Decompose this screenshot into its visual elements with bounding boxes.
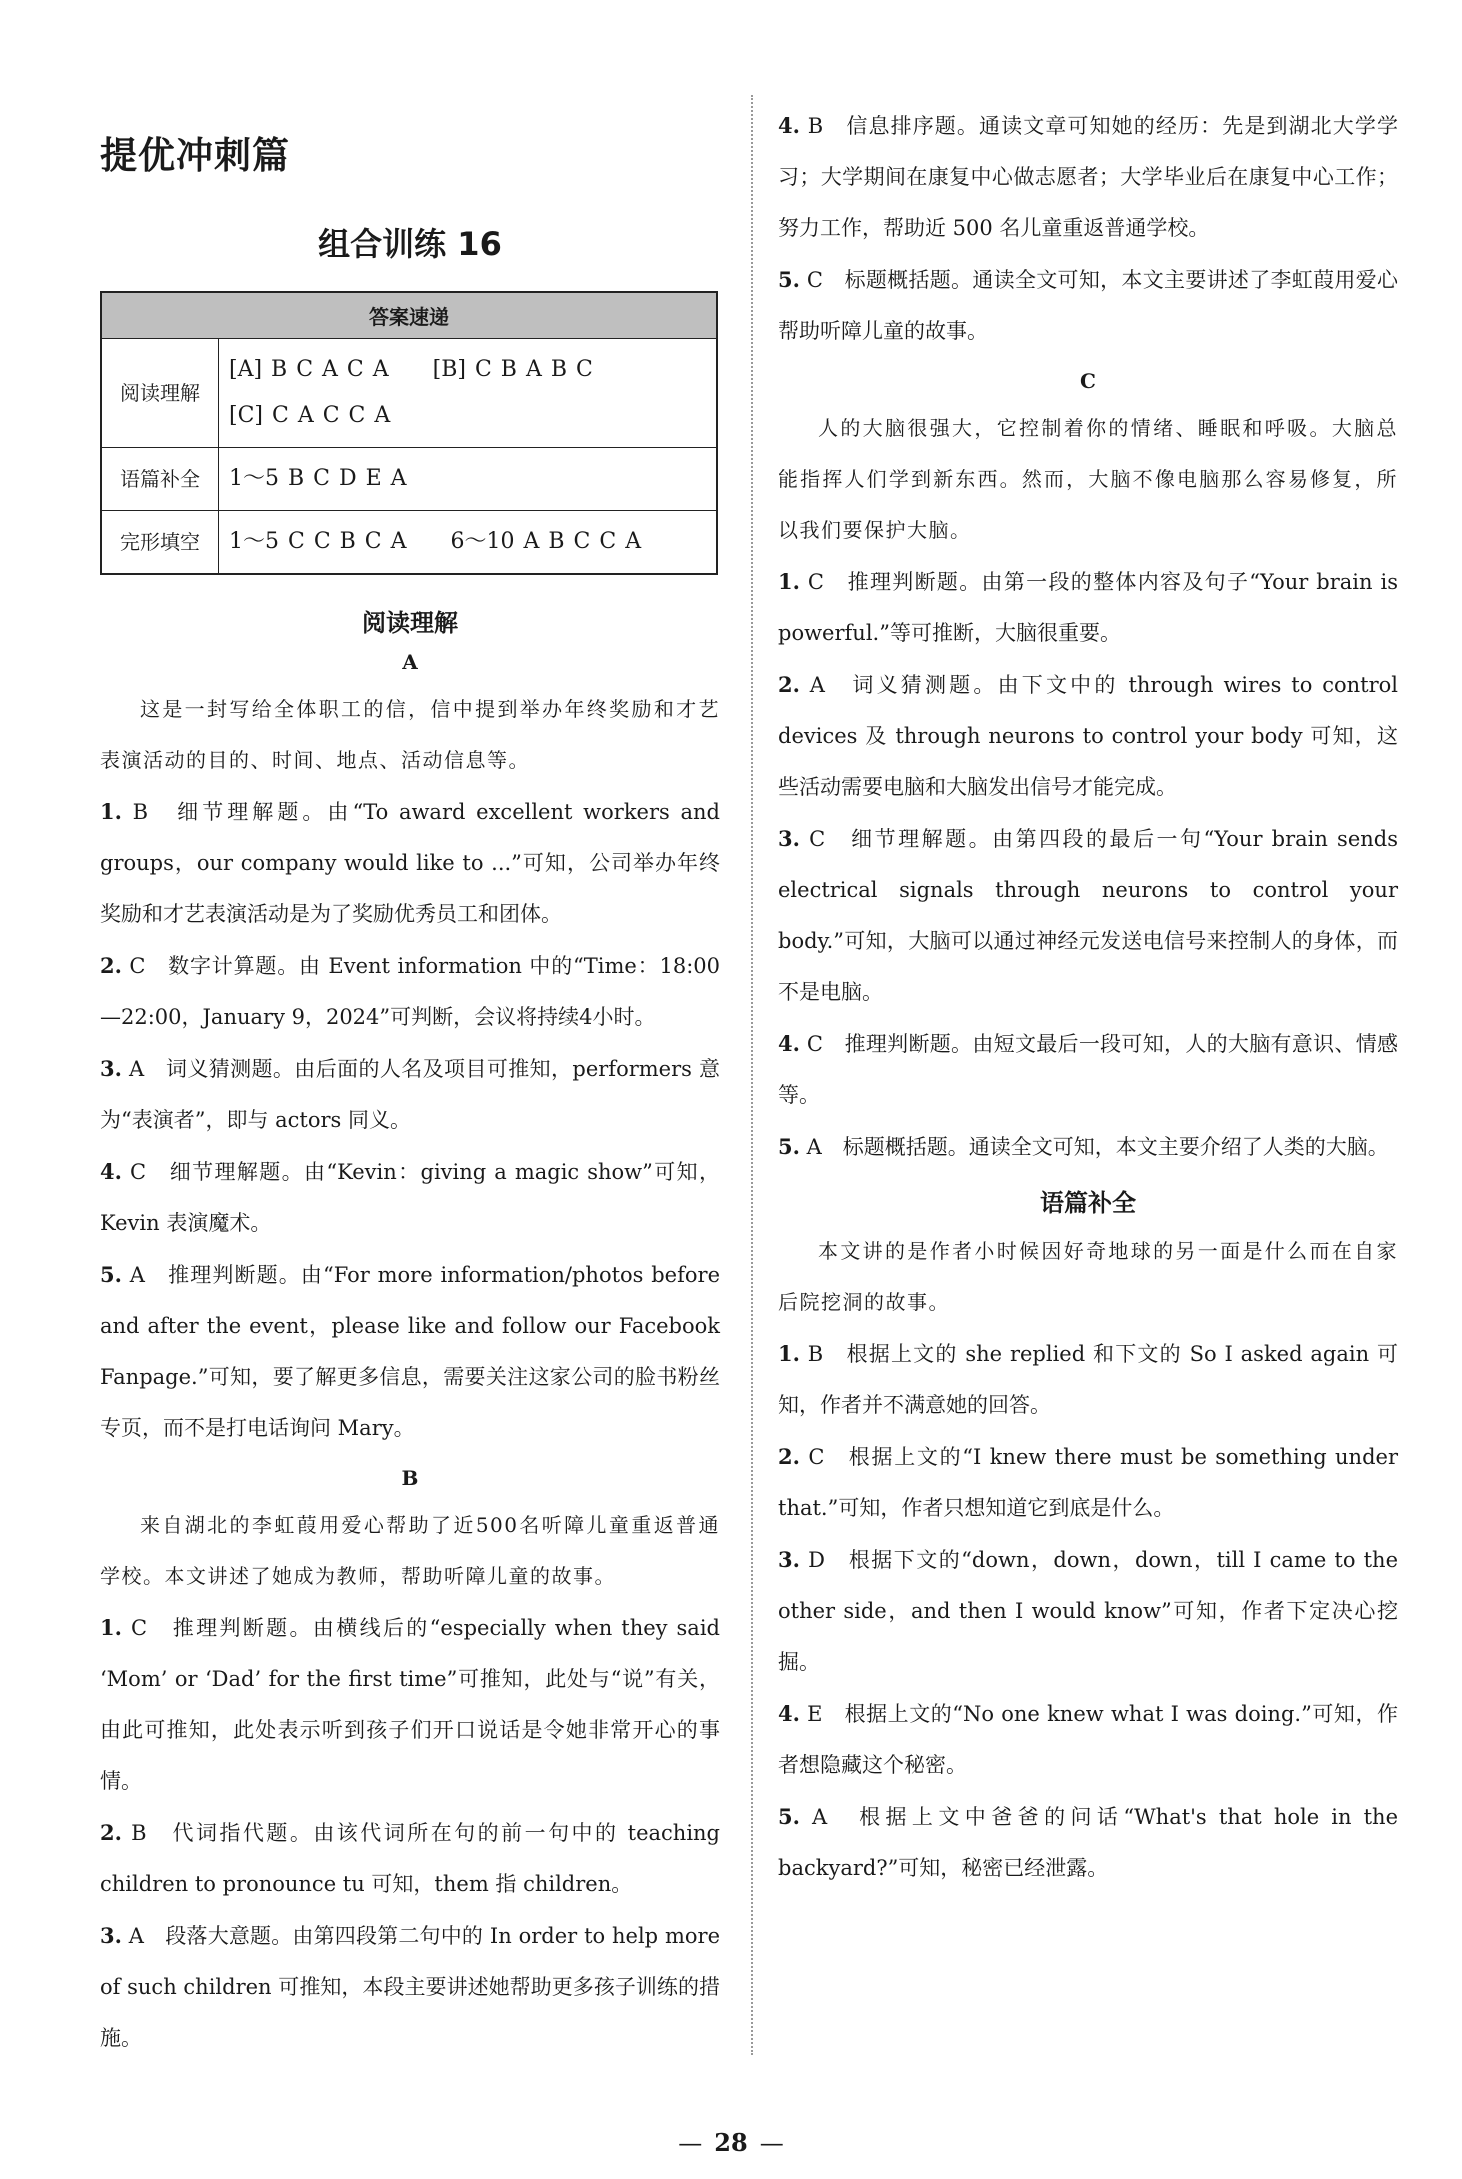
- cloze-item-4: [778, 1688, 1398, 1791]
- answer-row-value: [219, 448, 718, 511]
- item-text: B 代词指代题。由该代词所在句的前一句中的 teaching children to pronounce tu 可知，them 指 children。: [100, 1821, 720, 1896]
- right-column: [778, 100, 1398, 1894]
- page-number: [0, 2128, 1462, 2157]
- item-text: B 根据上文的 she replied 和下文的 So I asked again 可知，作者并不满意她的回答。: [778, 1342, 1398, 1417]
- answer-row-cloze: [101, 511, 717, 575]
- column-divider: [751, 95, 753, 2055]
- page-number-value: 28: [714, 2128, 748, 2157]
- passage-b-item-3: [100, 1910, 720, 2064]
- answer-line: 1～5 B C D E A: [229, 466, 407, 491]
- passage-c-intro: 人的大脑很强大，它控制着你的情绪、睡眠和呼吸。大脑总能指挥人们学到新东西。然而，大脑不像电脑那么容易修复，所以我们要保护大脑。: [778, 416, 1398, 542]
- item-text: A 词义猜测题。由后面的人名及项目可推知，performers 意为“表演者”，即与 actors 同义。: [100, 1057, 720, 1132]
- passage-b-intro: 来自湖北的李虹葭用爱心帮助了近500名听障儿童重返普通学校。本文讲述了她成为教师，帮助听障儿童的故事。: [100, 1513, 720, 1588]
- item-text: A 推理判断题。由“For more information/photos before and after the event，please like and follow our Facebook Fanpage.”可知，要了解更多信息，需要关注这家公司的脸书粉丝专页，而不是打电话询问 Mary。: [100, 1263, 720, 1440]
- cloze-item-2: [778, 1431, 1398, 1534]
- answer-row-passage: [101, 448, 717, 511]
- item-text: C 推理判断题。由第一段的整体内容及句子“Your brain is powerful.”等可推断，大脑很重要。: [778, 570, 1398, 645]
- cloze-intro: 本文讲的是作者小时候因好奇地球的另一面是什么而在自家后院挖洞的故事。: [778, 1239, 1398, 1314]
- cloze-item-3: [778, 1534, 1398, 1688]
- answer-line: [C] C A C C A: [229, 403, 391, 428]
- passage-a-item-1: [100, 786, 720, 940]
- answer-line: [A] B C A C A [B] C B A B C: [229, 357, 593, 382]
- passage-c-item-5: [778, 1121, 1398, 1173]
- answer-line: 1～5 C C B C A 6～10 A B C C A: [229, 529, 642, 554]
- passage-c-item-1: [778, 556, 1398, 659]
- passage-letter-a: A: [402, 650, 418, 674]
- answer-row-label: 阅读理解: [101, 339, 219, 448]
- left-column: [100, 95, 720, 2064]
- passage-a-item-4: [100, 1146, 720, 1249]
- cloze-heading: 语篇补全: [1040, 1189, 1136, 1217]
- section-title: 提优冲刺篇: [100, 134, 290, 177]
- item-text: C 细节理解题。由第四段的最后一句“Your brain sends electrical signals through neurons to control your body.”可知，大脑可以通过神经元发送电信号来控制人的身体，而不是电脑。: [778, 827, 1398, 1004]
- item-number: 1.: [100, 799, 122, 824]
- item-number: 3.: [778, 826, 800, 851]
- item-number: 5.: [778, 267, 800, 292]
- item-number: 3.: [100, 1056, 122, 1081]
- item-number: 1.: [778, 1341, 800, 1366]
- item-text: C 推理判断题。由短文最后一段可知，人的大脑有意识、情感等。: [778, 1032, 1398, 1107]
- answer-table-header: 答案速递: [101, 292, 717, 339]
- passage-a-intro: 这是一封写给全体职工的信，信中提到举办年终奖励和才艺表演活动的目的、时间、地点、活动信息等。: [100, 697, 720, 772]
- item-number: 5.: [100, 1262, 122, 1287]
- item-number: 2.: [778, 1444, 800, 1469]
- answer-row-value: [219, 511, 718, 575]
- item-text: A 词义猜测题。由下文中的 through wires to control devices 及 through neurons to control your body 可知，这些活动需要电脑和大脑发出信号才能完成。: [778, 673, 1398, 799]
- item-number: 2.: [778, 672, 800, 697]
- item-number: 4.: [778, 1701, 800, 1726]
- cloze-item-5: [778, 1791, 1398, 1894]
- passage-b-item-2: [100, 1807, 720, 1910]
- answer-row-reading: [101, 339, 717, 448]
- item-text: B 细节理解题。由“To award excellent workers and groups，our company would like to ...”可知，公司举办年终奖励和才艺表演活动是为了奖励优秀员工和团体。: [100, 800, 720, 926]
- passage-c-item-2: [778, 659, 1398, 813]
- item-number: 3.: [778, 1547, 800, 1572]
- item-number: 4.: [778, 113, 800, 138]
- passage-b-item-4: [778, 100, 1398, 254]
- passage-a-item-5: [100, 1249, 720, 1454]
- item-number: 5.: [778, 1804, 800, 1829]
- item-text: A 标题概括题。通读全文可知，本文主要介绍了人类的大脑。: [799, 1135, 1389, 1159]
- item-text: A 根据上文中爸爸的问话“What's that hole in the backyard?”可知，秘密已经泄露。: [778, 1805, 1398, 1880]
- passage-letter-c: C: [1080, 369, 1096, 393]
- item-number: 2.: [100, 1820, 122, 1845]
- answer-row-value: [219, 339, 718, 448]
- cloze-item-1: [778, 1328, 1398, 1431]
- page-dash-left: —: [678, 2129, 703, 2157]
- item-text: C 推理判断题。由横线后的“especially when they said ‘Mom’ or ‘Dad’ for the first time”可推知，此处与“说”有关，由此可推知，此处表示听到孩子们开口说话是令她非常开心的事情。: [100, 1616, 720, 1793]
- item-text: A 段落大意题。由第四段第二句中的 In order to help more of such children 可推知，本段主要讲述她帮助更多孩子训练的措施。: [100, 1924, 720, 2050]
- item-text: C 数字计算题。由 Event information 中的“Time：18:00—22:00，January 9，2024”可判断，会议将持续4小时。: [100, 954, 720, 1029]
- unit-title: 组合训练 16: [318, 225, 502, 263]
- page-dash-right: —: [759, 2129, 784, 2157]
- passage-b-item-5: [778, 254, 1398, 357]
- item-text: D 根据下文的“down，down，down，till I came to the other side，and then I would know”可知，作者下定决心挖掘。: [778, 1548, 1398, 1674]
- item-number: 5.: [778, 1134, 800, 1159]
- item-number: 1.: [100, 1615, 122, 1640]
- item-text: B 信息排序题。通读文章可知她的经历：先是到湖北大学学习；大学期间在康复中心做志愿者；大学毕业后在康复中心工作；努力工作，帮助近 500 名儿童重返普通学校。: [778, 114, 1398, 240]
- item-number: 4.: [778, 1031, 800, 1056]
- item-number: 1.: [778, 569, 800, 594]
- item-text: E 根据上文的“No one knew what I was doing.”可知，作者想隐藏这个秘密。: [778, 1702, 1398, 1777]
- answer-row-label: 语篇补全: [101, 448, 219, 511]
- answer-row-label: 完形填空: [101, 511, 219, 575]
- item-text: C 标题概括题。通读全文可知，本文主要讲述了李虹葭用爱心帮助听障儿童的故事。: [778, 268, 1398, 343]
- item-number: 2.: [100, 953, 122, 978]
- answer-table: [100, 291, 718, 575]
- item-text: C 细节理解题。由“Kevin：giving a magic show”可知，Kevin 表演魔术。: [100, 1160, 720, 1235]
- item-text: C 根据上文的“I knew there must be something under that.”可知，作者只想知道它到底是什么。: [778, 1445, 1398, 1520]
- passage-b-item-1: [100, 1602, 720, 1807]
- passage-c-item-4: [778, 1018, 1398, 1121]
- passage-a-item-3: [100, 1043, 720, 1146]
- passage-letter-b: B: [401, 1466, 419, 1490]
- item-number: 4.: [100, 1159, 122, 1184]
- passage-a-item-2: [100, 940, 720, 1043]
- item-number: 3.: [100, 1923, 122, 1948]
- passage-c-item-3: [778, 813, 1398, 1018]
- reading-heading: 阅读理解: [362, 609, 458, 637]
